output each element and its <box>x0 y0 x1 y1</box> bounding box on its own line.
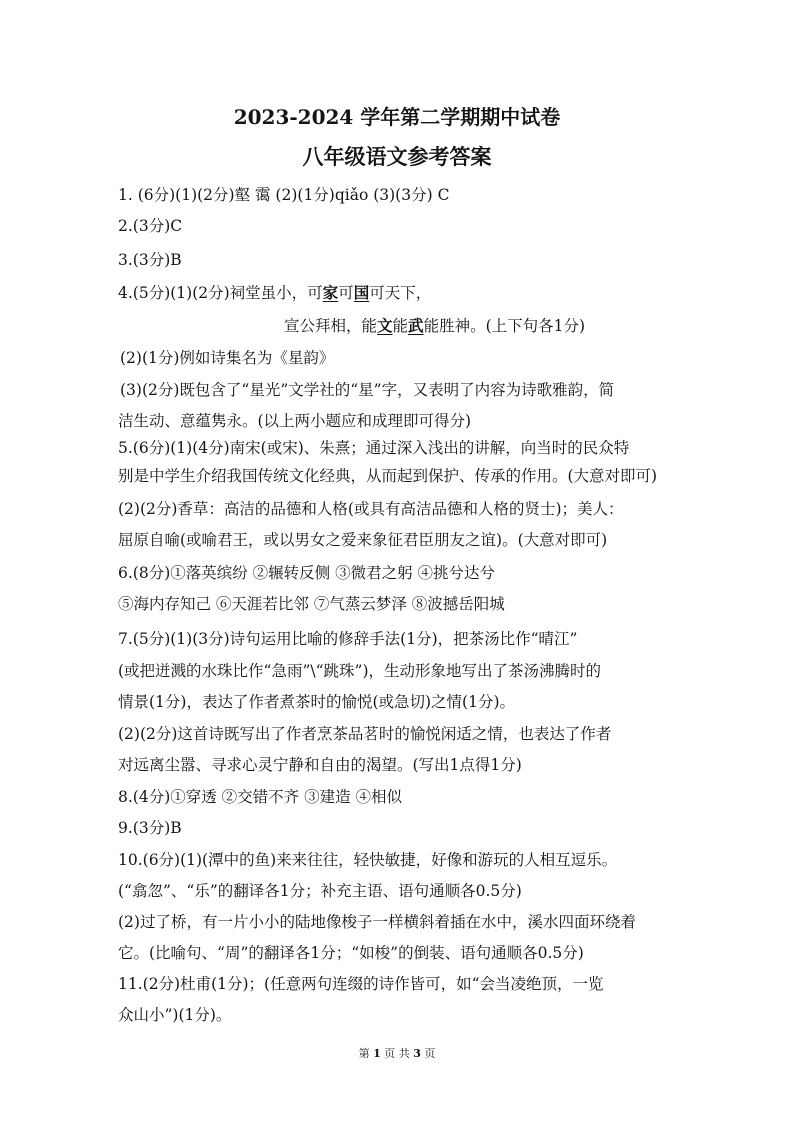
answer-q9: 9.(3分)B <box>118 819 182 837</box>
answer-q10-1-note: (“翕忽”、“乐”的翻译各1分；补充主语、语句通顺各0.5分) <box>118 882 522 900</box>
footer-middle: 页 共 <box>384 1047 410 1060</box>
answer-q10-2-cont: 它。(比喻句、“周”的翻译各1分；“如梭”的倒装、语句通顺各0.5分) <box>118 944 584 962</box>
answer-q8: 8.(4分)①穿透 ②交错不齐 ③建造 ④相似 <box>118 788 403 806</box>
answer-q11: 11.(2分)杜甫(1分)；(任意两句连缀的诗作皆可，如“会当凌绝顶，一览 <box>118 975 604 993</box>
answer-q1: 1. (6分)(1)(2分)壑 霭 (2)(1分)qiǎo (3)(3分) C <box>118 186 450 204</box>
answer-q10-1: 10.(6分)(1)(潭中的鱼)来来往往，轻快敏捷，好像和游玩的人相互逗乐。 <box>118 851 618 869</box>
footer-prefix: 第 <box>358 1047 370 1060</box>
footer-suffix: 页 <box>424 1047 436 1060</box>
footer-total-pages: 3 <box>413 1047 421 1060</box>
q4-mid-2: 能 <box>392 317 409 335</box>
answer-q3: 3.(3分)B <box>118 251 182 269</box>
q4-blank-4: 武 <box>408 316 424 335</box>
q4-blank-2: 国 <box>353 283 370 302</box>
answer-q4-2: (2)(1分)例如诗集名为《星韵》 <box>120 349 335 367</box>
answer-q6-1: 6.(8分)①落英缤纷 ②辗转反侧 ③微君之躬 ④挑兮达兮 <box>118 564 496 582</box>
q4-blank-1: 家 <box>322 283 339 302</box>
q4-prefix: 4.(5分)(1)(2分)祠堂虽小，可 <box>118 284 323 302</box>
answer-q2: 2.(3分)C <box>118 217 183 235</box>
answer-q7-2: (2)(2分)这首诗既写出了作者烹茶品茗时的愉悦闲适之情，也表达了作者 <box>118 725 612 743</box>
document-title: 2023-2024 学年第二学期期中试卷 <box>233 105 561 129</box>
answer-q4-3: (3)(2分)既包含了“星光”文学社的“星”字，又表明了内容为诗歌雅韵，简 <box>120 381 615 399</box>
answer-q4-line1 <box>118 283 431 303</box>
q4-blank-3: 文 <box>377 316 393 335</box>
answer-q7-1-cont2: 情景(1分)，表达了作者煮茶时的愉悦(或急切)之情(1分)。 <box>118 693 516 711</box>
q4-line2-start: 宣公拜相，能 <box>284 317 378 335</box>
q4-mid-1: 可 <box>338 284 354 302</box>
page-footer <box>0 1047 794 1061</box>
answer-q4-line2 <box>284 316 585 336</box>
answer-q5-1: 5.(6分)(1)(4分)南宋(或宋)、朱熹；通过深入浅出的讲解，向当时的民众特 <box>118 439 630 457</box>
answer-q7-1: 7.(5分)(1)(3分)诗句运用比喻的修辞手法(1分)，把茶汤比作“晴江” <box>118 630 578 648</box>
answer-q7-2-cont: 对远离尘嚣、寻求心灵宁静和自由的渴望。(写出1点得1分) <box>118 756 522 774</box>
answer-q7-1-cont: (或把迸溅的水珠比作“急雨”\“跳珠”)，生动形象地写出了茶汤沸腾时的 <box>118 662 602 680</box>
q4-suffix-2: 能胜神。(上下句各1分) <box>423 317 586 335</box>
answer-q5-1-cont: 别是中学生介绍我国传统文化经典，从而起到保护、传承的作用。(大意对即可) <box>118 467 658 485</box>
answer-q6-2: ⑤海内存知己 ⑥天涯若比邻 ⑦气蒸云梦泽 ⑧波撼岳阳城 <box>118 595 505 613</box>
answer-q10-2: (2)过了桥，有一片小小的陆地像梭子一样横斜着插在水中，溪水四面环绕着 <box>118 913 636 931</box>
answer-q4-3-cont: 洁生动、意蕴隽永。(以上两小题应和成理即可得分) <box>118 412 472 430</box>
q4-suffix-1: 可天下， <box>369 284 432 302</box>
footer-page-number: 1 <box>373 1047 381 1060</box>
document-subtitle: 八年级语文参考答案 <box>302 144 492 169</box>
answer-q11-cont: 众山小”)(1分)。 <box>118 1006 232 1024</box>
answer-q5-2-cont: 屈原自喻(或喻君王，或以男女之爱来象征君臣朋友之谊)。(大意对即可) <box>118 531 608 549</box>
answer-q5-2: (2)(2分)香草：高洁的品德和人格(或具有高洁品德和人格的贤士)；美人： <box>118 500 624 518</box>
